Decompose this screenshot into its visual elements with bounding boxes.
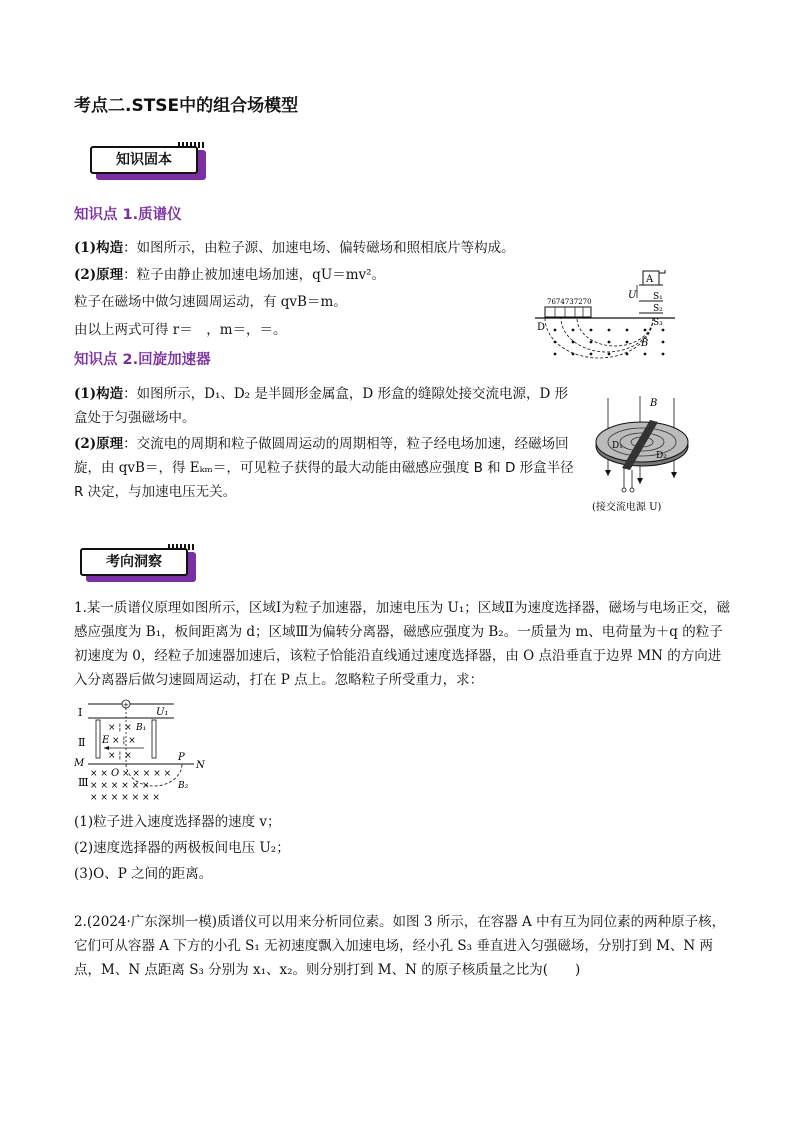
fig1-label-u: U bbox=[628, 290, 637, 301]
fig2-label-d2: D₂ bbox=[656, 451, 667, 461]
fig1-label-s2: S₂ bbox=[653, 304, 663, 314]
kp2-p1-text: ：如图所示，D₁、D₂ 是半圆形金属盒，D 形盒的缝隙处接交流电源，D 形盒处于匀强磁场中。 bbox=[74, 386, 569, 426]
badge-trends bbox=[80, 548, 198, 582]
q1-figure bbox=[74, 698, 214, 806]
kp1-l2-label: (2)原理 bbox=[74, 267, 124, 283]
fig2-label-d1: D₁ bbox=[612, 441, 623, 451]
kp2-p2-text: ：交流电的周期和粒子做圆周运动的周期相等，粒子经电场加速，经磁场回旋，由 qvB＝，得 Eₖₘ＝， bbox=[74, 436, 569, 476]
q1-text: 1.某一质谱仪原理如图所示，区域Ⅰ为粒子加速器，加速电压为 U₁；区域Ⅱ为速度选择器，磁场与电场正交，磁感应强度为 B₁，板间距离为 d；区域Ⅲ为偏转分离器，磁感应强度为 B₂。一质量为 m、电荷量为＋q 的粒子初速度为 0，经粒子加速器加速后，该粒子恰能沿直线通过速度选择器，由 O 点沿垂直于边界 MN 的方向进入分离器后做匀速圆周运动，打在 P 点上。忽略粒子所受重力，求： bbox=[74, 600, 730, 688]
fig1-scale: 7674737270 bbox=[547, 298, 592, 306]
svg-text:× ¦ ×: × ¦ × bbox=[108, 751, 132, 761]
kp1-line2 bbox=[74, 265, 385, 285]
fig2-label-b: B bbox=[650, 398, 658, 409]
kp2-p1-label: (1)构造 bbox=[74, 386, 124, 402]
fig1-label-b: B bbox=[641, 338, 649, 349]
fig3-label-b2: B₂ bbox=[178, 781, 189, 791]
section-heading: 考点二.STSE中的组合场模型 bbox=[74, 96, 299, 116]
fig3-label-r2: Ⅱ bbox=[78, 736, 86, 749]
kp2-para1 bbox=[74, 382, 574, 430]
mass-spectrometer-figure bbox=[535, 268, 675, 364]
svg-text:× ×: × × bbox=[90, 769, 108, 779]
svg-text:+: + bbox=[123, 701, 129, 709]
fig3-label-p: P bbox=[178, 752, 185, 763]
fig2-caption: (接交流电源 U) bbox=[592, 502, 662, 513]
fig3-label-b1: B₁ bbox=[136, 723, 147, 733]
kp1-line4: 由以上两式可得 r＝ ，m＝，＝。 bbox=[74, 322, 287, 338]
fig1-label-s1: S₁ bbox=[653, 292, 663, 302]
kp2-title: 知识点 2.回旋加速器 bbox=[74, 352, 211, 368]
fig1-label-d: D bbox=[537, 322, 546, 333]
kp1-l1-label: (1)构造 bbox=[74, 240, 124, 256]
kp2-para2 bbox=[74, 432, 574, 504]
q1-sub1: (1)粒子进入速度选择器的速度 v； bbox=[74, 814, 281, 830]
q2-text: 2.(2024·广东深圳一模)质谱仪可以用来分析同位素。如图 3 所示，在容器 A 中有互为同位素的两种原子核，它们可从容器 A 下方的小孔 S₁ 无初速度飘入加速电场，经小孔 S₃ 垂直进入匀强磁场，分别打到 M、N 两点，M、N 点距离 S₃ 分别为 x₁、x₂。则分别打到 M、N 的原子核质量之比为( ) bbox=[74, 914, 726, 978]
kp1-line1 bbox=[74, 238, 515, 258]
kp2-p2-emphasis: 可见粒子获得的最大动能由磁感应强度 B 和 D 形盒半径 R 决定，与加速电压无关。 bbox=[74, 460, 574, 500]
cyclotron-figure bbox=[588, 392, 698, 520]
fig1-label-s3: S₃ bbox=[653, 318, 663, 328]
kp1-l2-text: ：粒子由静止被加速电场加速，qU＝mv²。 bbox=[123, 267, 386, 283]
svg-text:× × × × × ×: × × × × × × bbox=[90, 781, 150, 791]
fig3-label-e: E bbox=[102, 735, 110, 746]
svg-text:× ¦ ×: × ¦ × bbox=[108, 723, 132, 733]
badge-knowledge-label: 知识固本 bbox=[90, 146, 198, 174]
q1-sub2: (2)速度选择器的两极板间电压 U₂； bbox=[74, 840, 290, 856]
q1-sub3: (3)O、P 之间的距离。 bbox=[74, 866, 213, 882]
fig3-label-m: M bbox=[74, 758, 85, 769]
fig3-label-n: N bbox=[196, 760, 205, 771]
fig3-label-o: O bbox=[111, 768, 120, 779]
kp2-p2-label: (2)原理 bbox=[74, 436, 124, 452]
kp1-title: 知识点 1.质谱仪 bbox=[74, 207, 182, 223]
fig3-label-r1: Ⅰ bbox=[78, 706, 83, 719]
svg-text:× × × × ×: × × × × × bbox=[122, 769, 172, 779]
kp1-line3: 粒子在磁场中做匀速圆周运动，有 qvB＝m。 bbox=[74, 294, 347, 310]
svg-text:× ¦ ×: × ¦ × bbox=[112, 736, 136, 746]
kp1-l1-text: ：如图所示，由粒子源、加速电场、偏转磁场和照相底片等构成。 bbox=[123, 240, 515, 256]
fig3-label-u1: U₁ bbox=[156, 707, 169, 718]
fig1-label-a: A bbox=[646, 274, 654, 285]
svg-text:× × × × × × ×: × × × × × × × bbox=[90, 793, 160, 803]
badge-trends-label: 考向洞察 bbox=[80, 548, 188, 576]
badge-knowledge bbox=[90, 146, 208, 180]
fig3-label-r3: Ⅲ bbox=[78, 776, 89, 789]
